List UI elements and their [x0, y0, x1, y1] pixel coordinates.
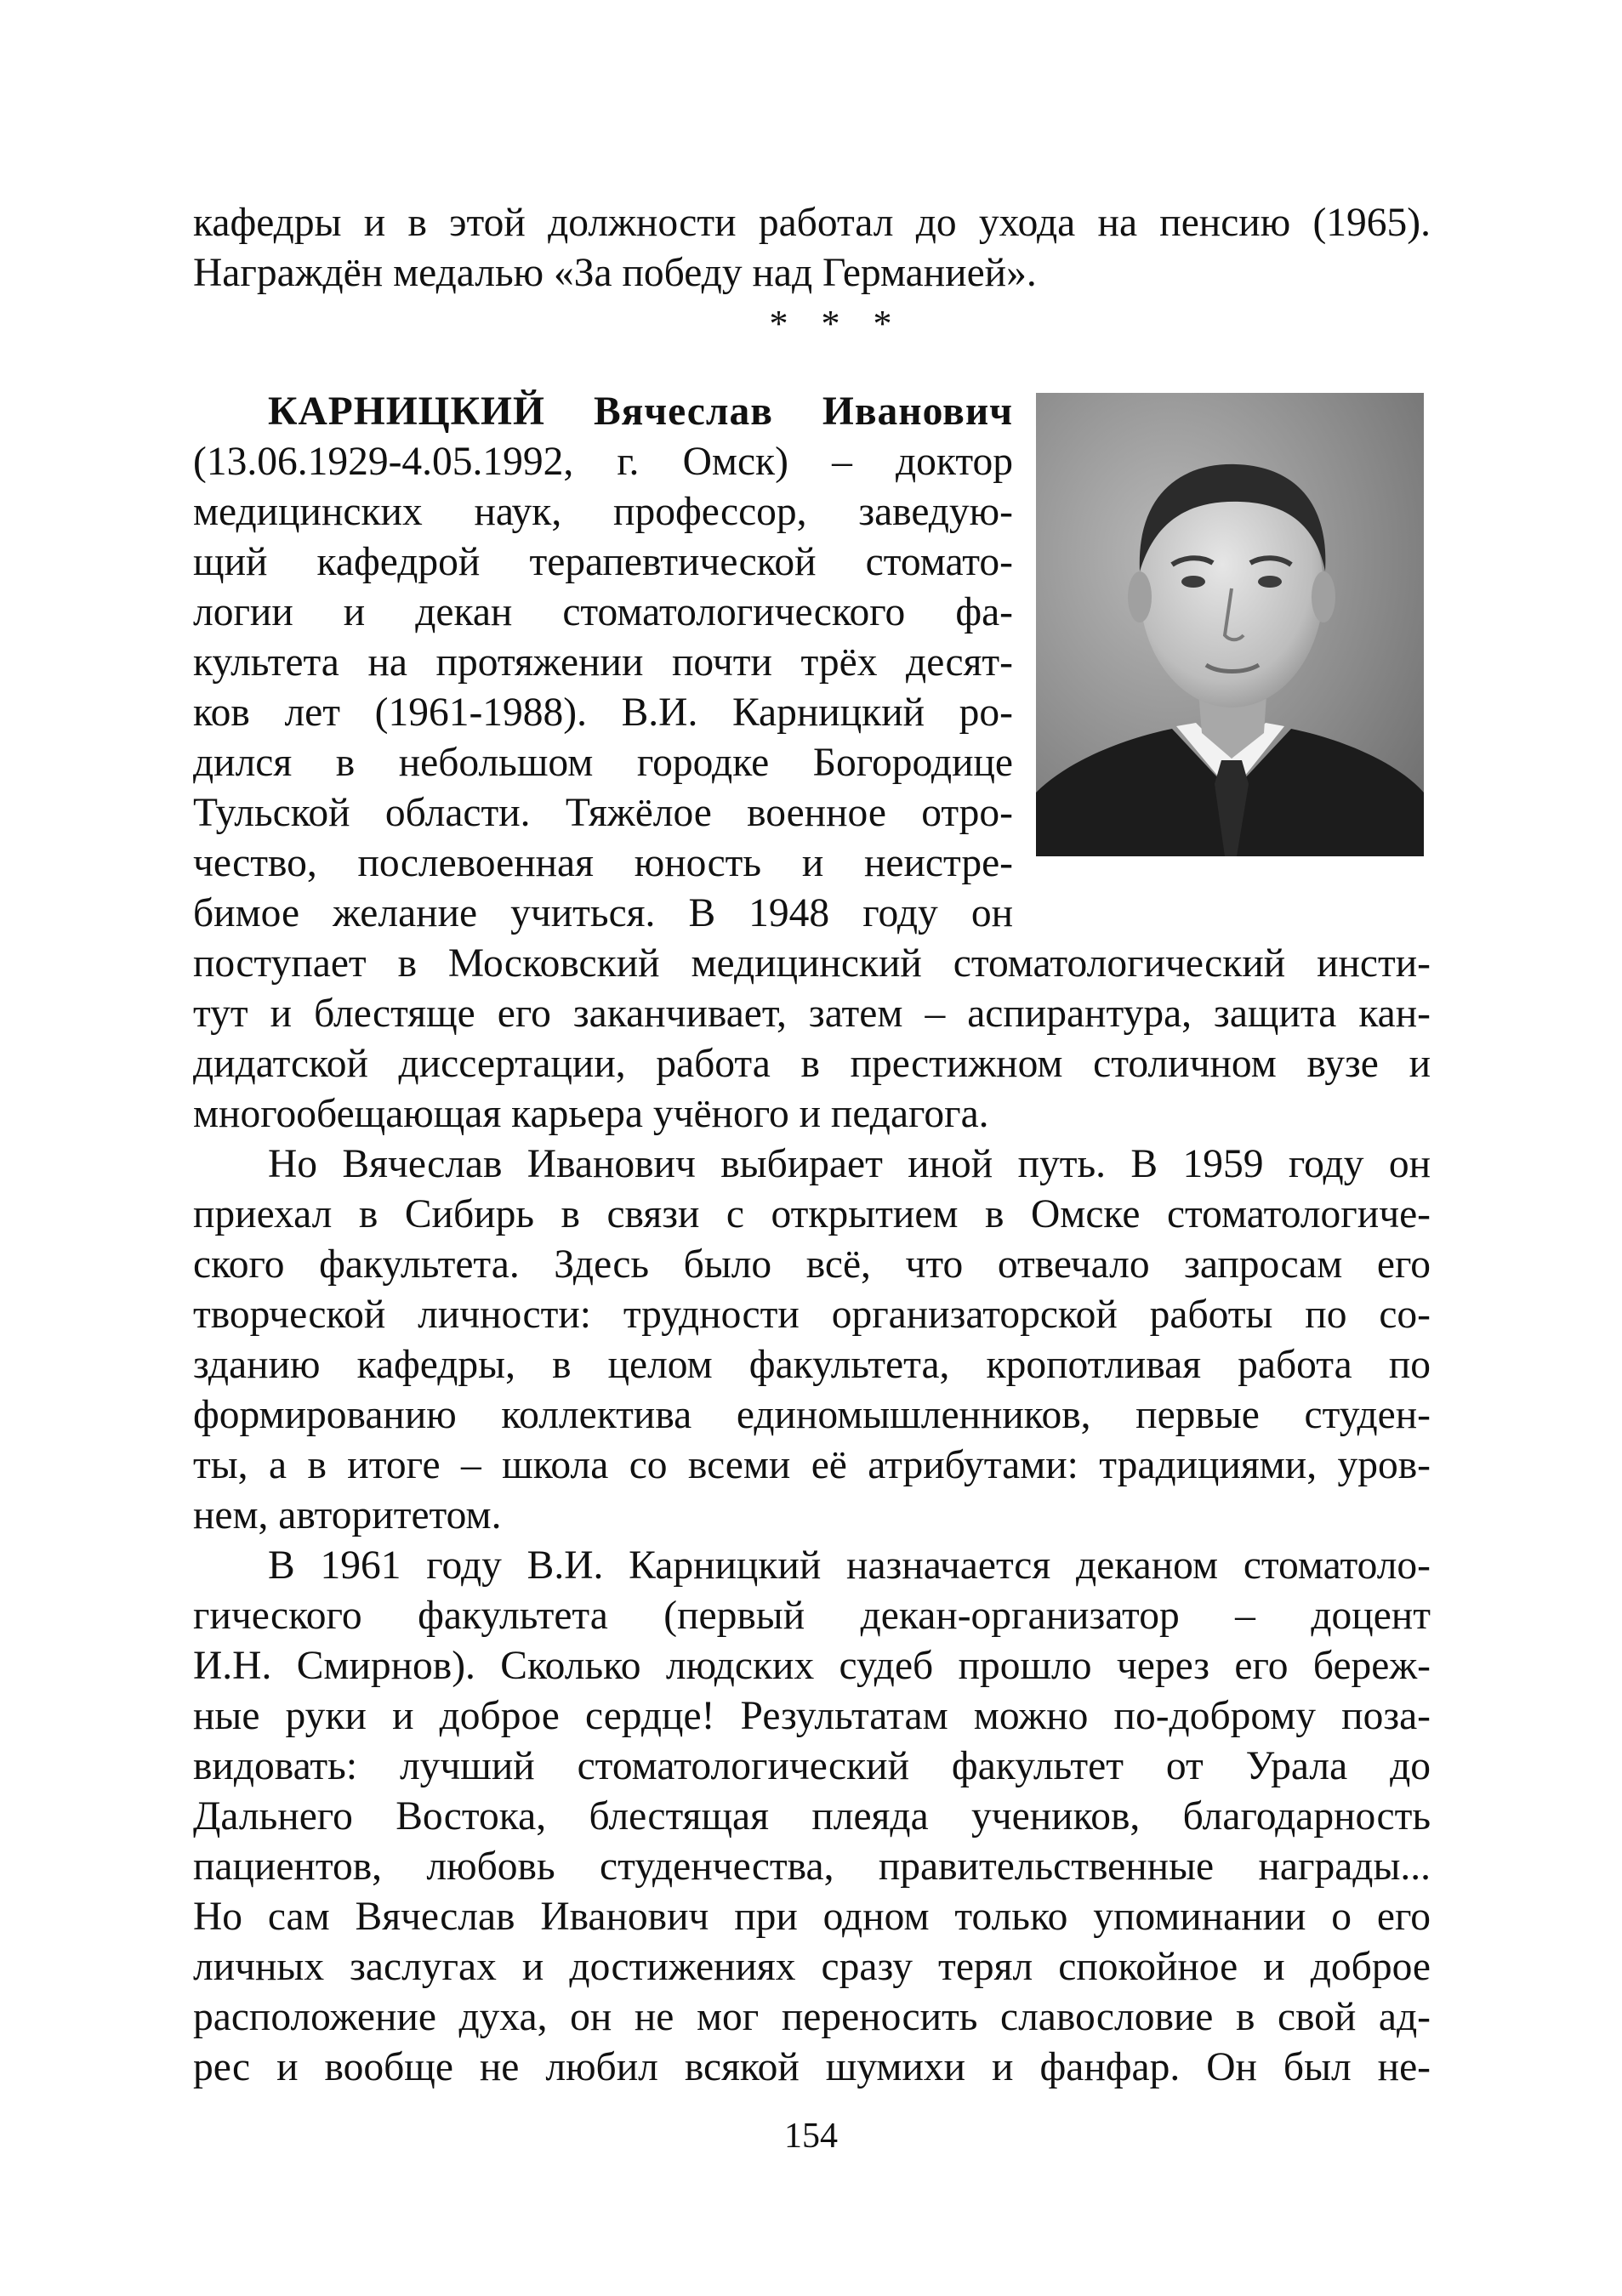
text-line: личных заслугах и достижениях сразу терял спокойное и доброе	[193, 1945, 1431, 1989]
text-line: кафедры и в этой должности работал до ухода на пенсию (1965).	[193, 201, 1431, 245]
portrait-photo	[1036, 393, 1424, 856]
text-line: Дальнего Востока, блестящая плеяда учеников, благодарность	[193, 1794, 1431, 1839]
text-line: расположение духа, он не мог переносить славословие в свой ад-	[193, 1995, 1431, 2039]
text-line: нем, авторитетом.	[193, 1493, 502, 1537]
text-line: культета на протяжении почти трёх десят-	[193, 640, 1013, 685]
entry-heading-line	[193, 386, 1013, 437]
text-line: творческой личности: трудности организаторской работы по со-	[193, 1293, 1431, 1337]
text-line: тут и блестяще его заканчивает, затем – аспирантура, защита кан-	[193, 992, 1431, 1036]
text-line: гического факультета (первый декан-организатор – доцент	[193, 1594, 1431, 1638]
text-line: В 1961 году В.И. Карницкий назначается деканом стоматоло-	[268, 1543, 1431, 1588]
section-separator: * * *	[769, 303, 904, 344]
text-line: дился в небольшом городке Богородице	[193, 741, 1013, 785]
text-line: многообещающая карьера учёного и педагога.	[193, 1092, 989, 1136]
text-line: видовать: лучший стоматологический факультет от Урала до	[193, 1744, 1431, 1788]
entry-surname: КАРНИЦКИЙ	[268, 389, 545, 434]
text-line: Но сам Вячеслав Иванович при одном только упоминании о его	[193, 1895, 1431, 1939]
text-line: логии и декан стоматологического фа-	[193, 590, 1013, 634]
portrait-illustration	[1036, 393, 1424, 856]
entry-given-name: Вячеслав Иванович	[593, 389, 1013, 434]
text-line: приехал в Сибирь в связи с открытием в Омске стоматологиче-	[193, 1192, 1431, 1236]
text-line: Но Вячеслав Иванович выбирает иной путь. В 1959 году он	[268, 1142, 1431, 1186]
text-line: Награждён медалью «За победу над Германией».	[193, 251, 1037, 295]
page-number: 154	[784, 2117, 838, 2156]
text-line: ные руки и доброе сердце! Результатам можно по-доброму поза-	[193, 1694, 1431, 1738]
text-line: зданию кафедры, в целом факультета, кропотливая работа по	[193, 1343, 1431, 1387]
text-line: пациентов, любовь студенчества, правительственные награды...	[193, 1844, 1431, 1889]
text-line: рес и вообще не любил всякой шумихи и фанфар. Он был не-	[193, 2045, 1431, 2089]
text-line: поступает в Московский медицинский стоматологический инсти-	[193, 941, 1431, 986]
text-line: Тульской области. Тяжёлое военное отро-	[193, 791, 1013, 835]
text-line: щий кафедрой терапевтической стомато-	[193, 540, 1013, 584]
text-line: (13.06.1929-4.05.1992, г. Омск) – доктор	[193, 440, 1013, 484]
text-line: И.Н. Смирнов). Сколько людских судеб прошло через его береж-	[193, 1644, 1431, 1688]
text-line: чество, послевоенная юность и неистре-	[193, 841, 1013, 885]
text-line: медицинских наук, профессор, заведую-	[193, 490, 1013, 534]
text-line: формированию коллектива единомышленников, первые студен-	[193, 1393, 1431, 1437]
text-line: ты, а в итоге – школа со всеми её атрибутами: традициями, уров-	[193, 1443, 1431, 1487]
text-line: бимое желание учиться. В 1948 году он	[193, 891, 1013, 935]
text-line: дидатской диссертации, работа в престижном столичном вузе и	[193, 1042, 1431, 1086]
text-line: ского факультета. Здесь было всё, что отвечало запросам его	[193, 1242, 1431, 1287]
text-line: ков лет (1961-1988). В.И. Карницкий ро-	[193, 691, 1013, 735]
